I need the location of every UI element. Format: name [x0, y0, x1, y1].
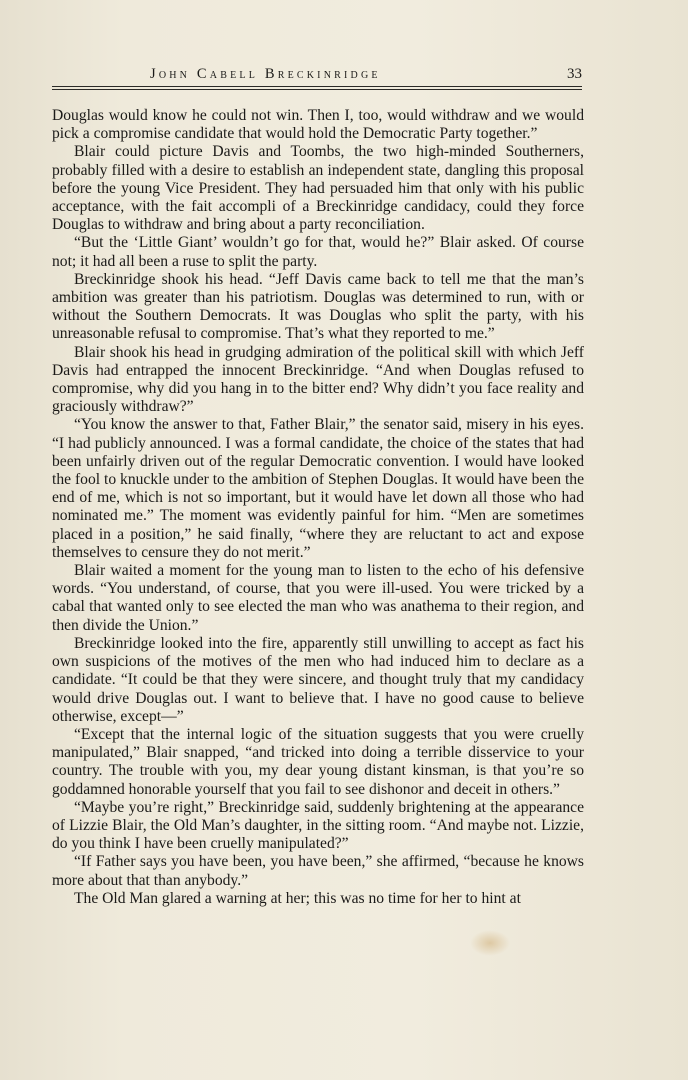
page-number: 33 — [567, 66, 582, 82]
paragraph: “Maybe you’re right,” Breckinridge said, suddenly brightening at the appearance of Lizzie Blair, the Old Man’s daughter, in the sitting room. “And maybe not. Lizzie, do you think I have been cruelly manipulated?” — [52, 798, 584, 853]
running-head: John Cabell Breckinridge — [150, 66, 381, 82]
paragraph: Blair waited a moment for the young man to listen to the echo of his defensive words. “You understand, of course, that you were ill-used. You were tricked by a cabal that wanted only to see elected the man who was anathema to their region, and then divide the Union.” — [52, 562, 584, 634]
paragraph: The Old Man glared a warning at her; this was no time for her to hint at — [74, 889, 521, 907]
paragraph: Blair shook his head in grudging admiration of the political skill with which Jeff Davis had entrapped the innocent Breckinridge. “And when Douglas refused to compromise, why did you hang in to the bitter end? Why didn’t you face reality and graciously withdraw?” — [52, 343, 584, 416]
paragraph: Breckinridge shook his head. “Jeff Davis came back to tell me that the man’s ambition was greater than his patriotism. Douglas was determined to run, with or without the Southern Democrats. It was Douglas who split the party, with his unreasonable refusal to compromise. That’s what they reported to me.” — [52, 270, 584, 343]
paper-stain — [470, 930, 510, 956]
page-header — [52, 64, 582, 88]
header-rule — [52, 86, 582, 90]
paragraph: “You know the answer to that, Father Blair,” the senator said, misery in his eyes. “I had publicly announced. I was a formal candidate, the choice of the states that had been unfairly driven out of the regular Democratic convention. I would have looked the fool to knuckle under to the ambition of Stephen Douglas. It would have been the end of me, which is not so important, but it would have let down all those who had nominated me.” The moment was evidently painful for him. “Men are sometimes placed in a position,” he said finally, “where they are reluctant to act and expose themselves to censure they do not merit.” — [52, 416, 584, 561]
paragraph: Douglas would know he could not win. Then I, too, would withdraw and we would pick a compromise candidate that would hold the Democratic Party together.” — [52, 107, 584, 143]
paragraph: Breckinridge looked into the fire, apparently still unwilling to accept as fact his own suspicions of the motives of the men who had induced him to declare as a candidate. “It could be that they were sincere, and thought truly that my candidacy would drive Douglas out. I want to believe that. I have no good cause to believe otherwise, except—” — [52, 634, 584, 725]
paragraph: “If Father says you have been, you have been,” she affirmed, “because he knows more about that than anybody.” — [52, 853, 584, 889]
body-text — [52, 107, 584, 908]
paragraph: “Except that the internal logic of the situation suggests that you were cruelly manipulated,” Blair snapped, “and tricked into doing a terrible disservice to your country. The trouble with you, my dear young distant kinsman, is that you’re so goddamned honorable yourself that you fail to see dishonor and deceit in others.” — [52, 725, 584, 798]
paragraph: “But the ‘Little Giant’ wouldn’t go for that, would he?” Blair asked. Of course not; it had all been a ruse to split the party. — [52, 234, 584, 270]
paragraph: Blair could picture Davis and Toombs, the two high-minded Southerners, probably filled with a desire to establish an independent state, dangling this proposal before the young Vice President. They had persuaded him that only with his public acceptance, with the fait accompli of a Breckinridge candidacy, could they force Douglas to withdraw and bring about a party reconciliation. — [52, 143, 584, 234]
